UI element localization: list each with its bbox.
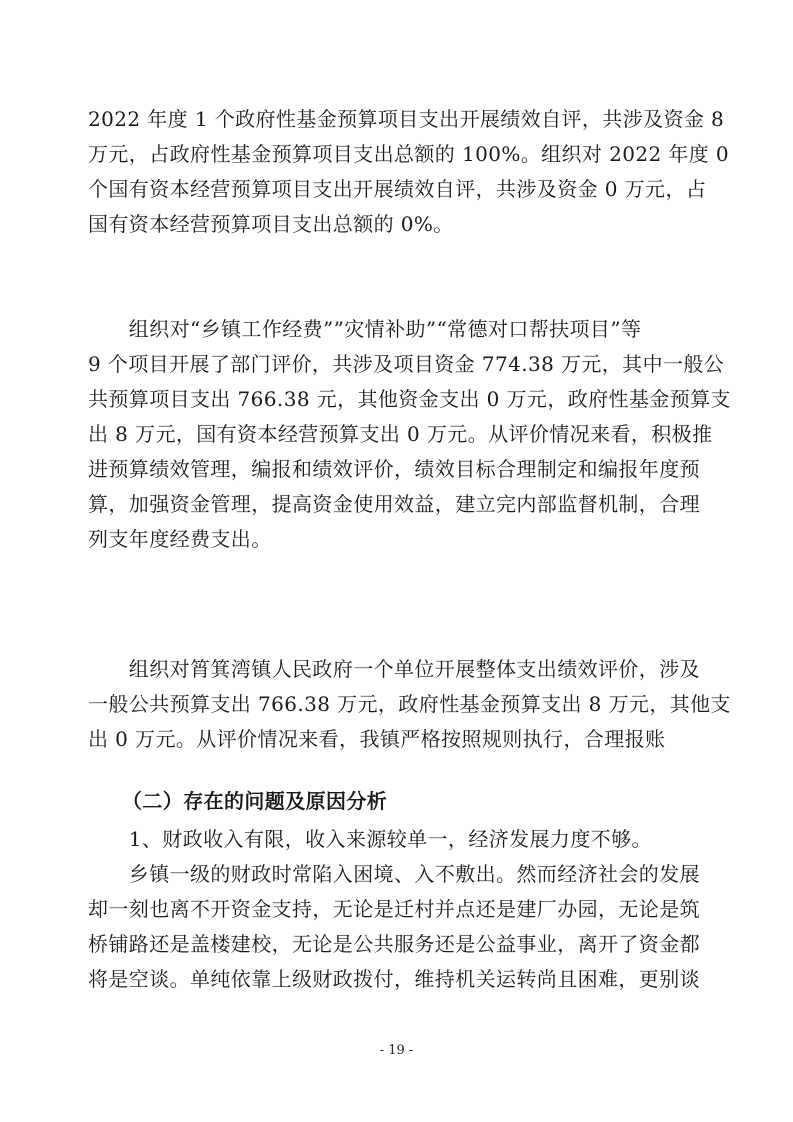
text-line: 组织对“乡镇工作经费””灾情补助”“常德对口帮扶项目”等 xyxy=(88,317,642,341)
text-line: 乡镇一级的财政时常陷入困境、入不敷出。然而经济社会的发展 xyxy=(88,862,700,886)
text-line: 万元，占政府性基金预算项目支出总额的 100%。组织对 2022 年度 0 xyxy=(88,142,730,166)
text-line: 却一刻也离不开资金支持，无论是迁村并点还是建厂办园，无论是筑 xyxy=(88,897,700,921)
text-line: 进预算绩效管理，编报和绩效评价，绩效目标合理制定和编报年度预 xyxy=(88,457,700,481)
text-line: 一般公共预算支出 766.38 万元，政府性基金预算支出 8 万元，其他支 xyxy=(88,692,731,716)
text-line: 出 8 万元，国有资本经营预算支出 0 万元。从评价情况来看，积极推 xyxy=(88,422,713,446)
text-line: 将是空谈。单纯依靠上级财政拨付，维持机关运转尚且困难，更别谈 xyxy=(88,967,700,991)
text-line: 列支年度经费支出。 xyxy=(88,527,272,551)
text-line: 出 0 万元。从评价情况来看，我镇严格按照规则执行，合理报账 xyxy=(88,727,666,751)
text-line: 国有资本经营预算项目支出总额的 0%。 xyxy=(88,212,454,236)
text-line: 2022 年度 1 个政府性基金预算项目支出开展绩效自评，共涉及资金 8 xyxy=(88,107,725,131)
text-line: 算，加强资金管理，提高资金使用效益，建立完内部监督机制，合理 xyxy=(88,492,700,516)
text-line: 9 个项目开展了部门评价，共涉及项目资金 774.38 万元，其中一般公 xyxy=(88,352,725,376)
paragraph-problems xyxy=(88,822,716,997)
text-line: 组织对筲箕湾镇人民政府一个单位开展整体支出绩效评价，涉及 xyxy=(88,657,700,681)
paragraph-overall-evaluation xyxy=(88,652,731,757)
paragraph-department-evaluation xyxy=(88,312,731,557)
text-line: 1、财政收入有限，收入来源较单一，经济发展力度不够。 xyxy=(88,827,652,851)
paragraph-fund-self-evaluation xyxy=(88,102,730,242)
text-line: 共预算项目支出 766.38 元，其他资金支出 0 万元，政府性基金预算支 xyxy=(88,387,731,411)
page-number: - 19 - xyxy=(379,1043,414,1058)
text-line: 桥铺路还是盖楼建校，无论是公共服务还是公益事业，离开了资金都 xyxy=(88,932,700,956)
text-line: 个国有资本经营预算项目支出开展绩效自评，共涉及资金 0 万元，占 xyxy=(88,177,707,201)
section-heading: （二）存在的问题及原因分析 xyxy=(122,789,388,813)
